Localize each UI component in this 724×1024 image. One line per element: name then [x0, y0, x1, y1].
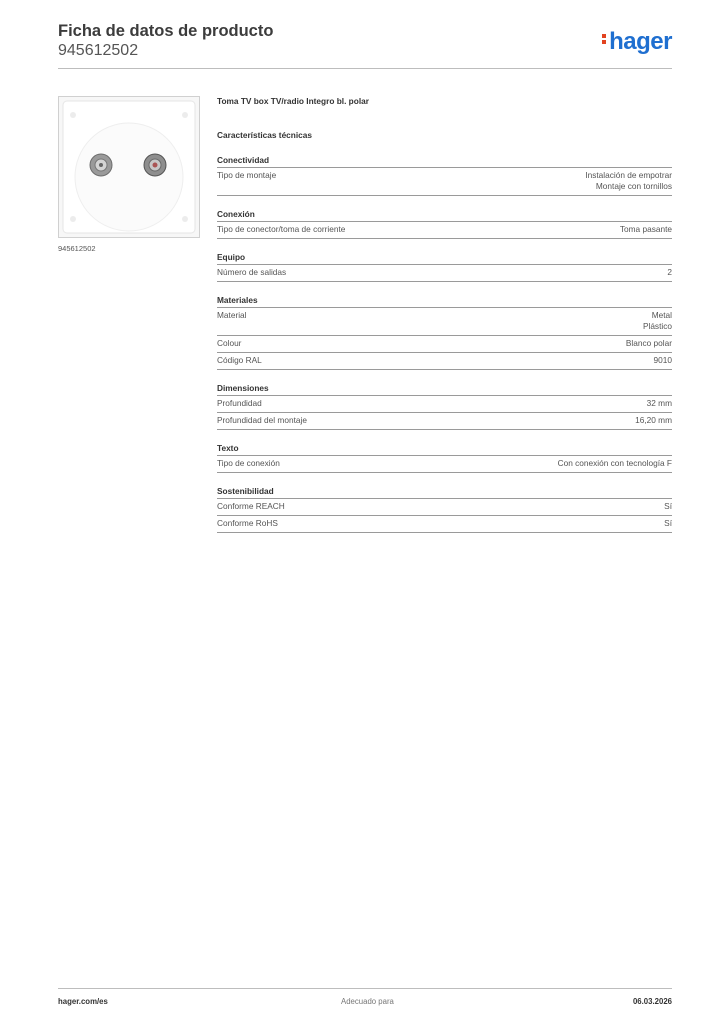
spec-value [654, 355, 672, 366]
product-code: 945612502 [58, 42, 139, 59]
spec-content [217, 96, 672, 533]
footer-note: Adecuado para [341, 997, 394, 1006]
spec-row [217, 222, 672, 239]
spec-group-title: Equipo [217, 239, 672, 265]
spec-row [217, 168, 672, 196]
spec-label: Código RAL [217, 355, 262, 365]
spec-row [217, 396, 672, 413]
spec-value [643, 310, 672, 332]
spec-value-line: Plástico [642, 321, 672, 331]
spec-label: Colour [217, 338, 242, 348]
spec-group [217, 370, 672, 430]
spec-group-title: Sostenibilidad [217, 473, 672, 499]
spec-row [217, 336, 672, 353]
spec-label: Número de salidas [217, 267, 287, 277]
spec-group [217, 473, 672, 533]
tv-socket-icon [59, 97, 199, 237]
spec-group-title: Dimensiones [217, 370, 672, 396]
spec-value [620, 224, 672, 235]
spec-row [217, 308, 672, 336]
spec-value-line: Instalación de empotrar [585, 170, 672, 180]
spec-value-line: 32 mm [646, 398, 672, 408]
header-divider [58, 68, 672, 69]
spec-label: Profundidad del montaje [217, 415, 307, 425]
logo-text: hager [609, 28, 672, 55]
page-header [58, 22, 672, 68]
spec-group-title: Texto [217, 430, 672, 456]
spec-label: Profundidad [217, 398, 262, 408]
spec-label: Tipo de conector/toma de corriente [217, 224, 346, 234]
spec-value [647, 398, 672, 409]
spec-value-line: Blanco polar [625, 338, 672, 348]
spec-value [558, 458, 672, 469]
spec-label: Material [217, 310, 247, 320]
spec-label: Conforme REACH [217, 501, 285, 511]
spec-value-line: Con conexión con tecnología F [557, 458, 672, 468]
spec-group [217, 196, 672, 239]
spec-label: Tipo de conexión [217, 458, 280, 468]
spec-value [664, 518, 672, 529]
spec-group [217, 430, 672, 473]
spec-group-title: Conectividad [217, 142, 672, 168]
spec-value-line: Toma pasante [619, 224, 672, 234]
product-image [58, 96, 200, 238]
spec-group [217, 239, 672, 282]
spec-row [217, 413, 672, 430]
spec-value [667, 267, 672, 278]
footer-divider [58, 988, 672, 989]
spec-value-line: 16,20 mm [635, 415, 672, 425]
spec-value-line: Sí [664, 501, 672, 511]
logo-dots-icon [602, 32, 607, 46]
spec-value [664, 501, 672, 512]
hager-logo [602, 28, 672, 56]
spec-group-title: Materiales [217, 282, 672, 308]
spec-group-title: Conexión [217, 196, 672, 222]
spec-value-line: 9010 [653, 355, 672, 365]
spec-group [217, 142, 672, 196]
footer-website[interactable]: hager.com/es [58, 997, 108, 1006]
spec-row [217, 265, 672, 282]
spec-value [635, 415, 672, 426]
spec-label: Tipo de montaje [217, 170, 277, 180]
footer-date: 06.03.2026 [632, 997, 672, 1006]
document-title: Ficha de datos de producto [58, 22, 274, 40]
spec-value-line: Metal [651, 310, 672, 320]
spec-label: Conforme RoHS [217, 518, 278, 528]
image-caption: 945612502 [58, 244, 96, 253]
product-name: Toma TV box TV/radio Integro bl. polar [217, 96, 369, 106]
spec-row [217, 499, 672, 516]
spec-row [217, 516, 672, 533]
spec-group [217, 282, 672, 370]
spec-row [217, 456, 672, 473]
spec-value-line: 2 [667, 267, 672, 277]
spec-row [217, 353, 672, 370]
spec-value-line: Montaje con tornillos [595, 181, 672, 191]
spec-value-line: Sí [664, 518, 672, 528]
spec-value [585, 170, 672, 192]
spec-value [626, 338, 672, 349]
spec-groups [217, 142, 672, 533]
section-title: Características técnicas [217, 130, 313, 140]
